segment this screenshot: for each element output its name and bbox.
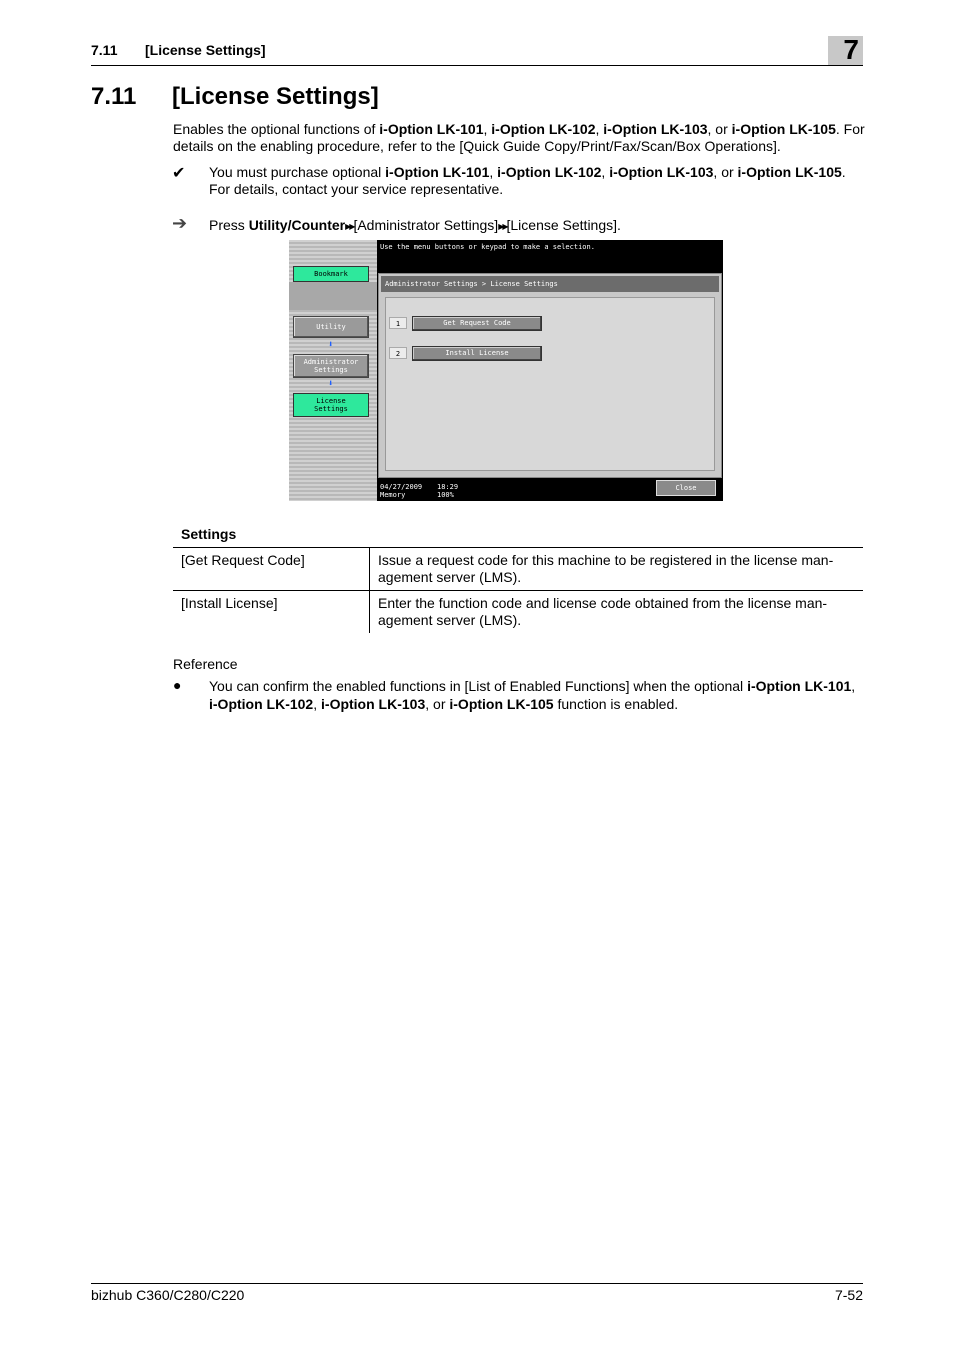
setting-description: Enter the function code and license code obtained from the license man-agement server (LMS). [378,595,828,628]
setting-name: [Get Request Code] [173,548,370,591]
note-text-1: You must purchase optional [209,164,386,180]
down-arrow-icon: ⬇ [328,340,334,350]
main-panel [378,273,722,478]
reference-sep-2: , [313,696,322,712]
screen-message: Use the menu buttons or keypad to make a selection. [377,240,723,272]
page-title-number: 7.11 [91,83,137,110]
table-row [173,548,863,591]
setting-name: [Install License] [173,591,370,634]
item-number-1: 1 [389,317,407,329]
step-utility-counter: Utility/Counter [248,217,346,233]
reference-sep-1: , [851,678,856,694]
setting-description: Issue a request code for this machine to be registered in the license man-agement server (LMS). [378,552,834,585]
administrator-settings-button[interactable] [293,354,369,378]
status-date: 04/27/2009 [380,483,423,491]
intro-sep-3: , or [707,121,732,137]
get-request-code-button[interactable]: Get Request Code [412,316,542,331]
reference-option-101: i-Option LK-101 [747,678,852,694]
note-sep-1: , [489,164,498,180]
settings-heading: Settings [181,526,237,542]
status-bar [377,478,723,501]
status-left [380,483,422,499]
reference-option-102: i-Option LK-102 [209,696,314,712]
page-title [91,83,379,111]
admin-label-line1: Administrator [303,358,359,366]
sidebar-gap [289,282,377,310]
bookmark-button[interactable]: Bookmark [293,266,369,282]
intro-option-105: i-Option LK-105 [731,121,836,137]
running-header [91,42,266,58]
running-header-section-title: [License Settings] [145,42,266,58]
intro-text-1: Enables the optional functions of [173,121,380,137]
intro-text-2: . For details on the enabling procedure, refer to the [Quick Guide Copy/Print/Fax/Scan/Box Operations]. [173,121,865,154]
header-rule [91,65,863,66]
step-paragraph [209,217,621,235]
note-option-105: i-Option LK-105 [737,164,842,180]
running-header-section-number: 7.11 [91,42,118,58]
breadcrumb: Administrator Settings > License Settings [381,276,719,292]
status-memory-label: Memory [380,491,406,499]
step-triangle-icon: ▶▶ [498,222,507,231]
step-license-settings: [License Settings]. [506,217,621,233]
step-text-press: Press [209,217,249,233]
reference-option-105: i-Option LK-105 [449,696,554,712]
note-paragraph [209,164,869,198]
intro-sep-1: , [483,121,492,137]
device-screen [289,240,723,501]
license-label-line2: Settings [314,405,348,413]
menu-area [385,297,715,471]
intro-option-102: i-Option LK-102 [491,121,596,137]
admin-label-line2: Settings [314,366,348,374]
status-memory-value: 100% [437,491,454,499]
chapter-badge [828,36,863,65]
check-icon: ✔ [172,165,186,182]
close-button[interactable]: Close [656,480,716,496]
footer-rule [91,1283,863,1284]
install-license-button[interactable]: Install License [412,346,542,361]
reference-option-103: i-Option LK-103 [321,696,426,712]
license-label-line1: License [316,397,346,405]
chapter-number: 7 [843,34,859,65]
note-text-2: . For details, contact your service representative. [209,164,846,197]
page-title-text: [License Settings] [172,83,379,110]
step-arrow-icon: ➔ [172,213,188,233]
table-row [173,591,863,634]
note-sep-2: , [601,164,610,180]
note-option-102: i-Option LK-102 [497,164,602,180]
license-settings-button[interactable] [293,393,369,417]
intro-sep-2: , [595,121,604,137]
reference-sep-3: , or [425,696,450,712]
reference-text-1: You can confirm the enabled functions in [List of Enabled Functions] when the optional [209,678,748,694]
footer-product: bizhub C360/C280/C220 [91,1287,245,1303]
reference-text-2: function is enabled. [553,696,679,712]
item-number-2: 2 [389,347,407,359]
bullet-icon: ● [173,677,182,693]
status-right [437,483,458,499]
note-option-103: i-Option LK-103 [609,164,714,180]
utility-button[interactable]: Utility [293,316,369,338]
settings-table [173,547,863,633]
note-sep-3: , or [713,164,738,180]
reference-label: Reference [173,656,238,672]
intro-paragraph [173,121,873,155]
step-admin-settings: [Administrator Settings] [353,217,499,233]
status-time: 18:29 [437,483,459,491]
intro-option-101: i-Option LK-101 [379,121,484,137]
step-triangle-icon: ▶▶ [345,222,354,231]
footer-page-number: 7-52 [834,1287,863,1303]
note-option-101: i-Option LK-101 [385,164,490,180]
down-arrow-icon: ⬇ [328,379,334,389]
reference-paragraph [209,677,861,713]
intro-option-103: i-Option LK-103 [603,121,708,137]
